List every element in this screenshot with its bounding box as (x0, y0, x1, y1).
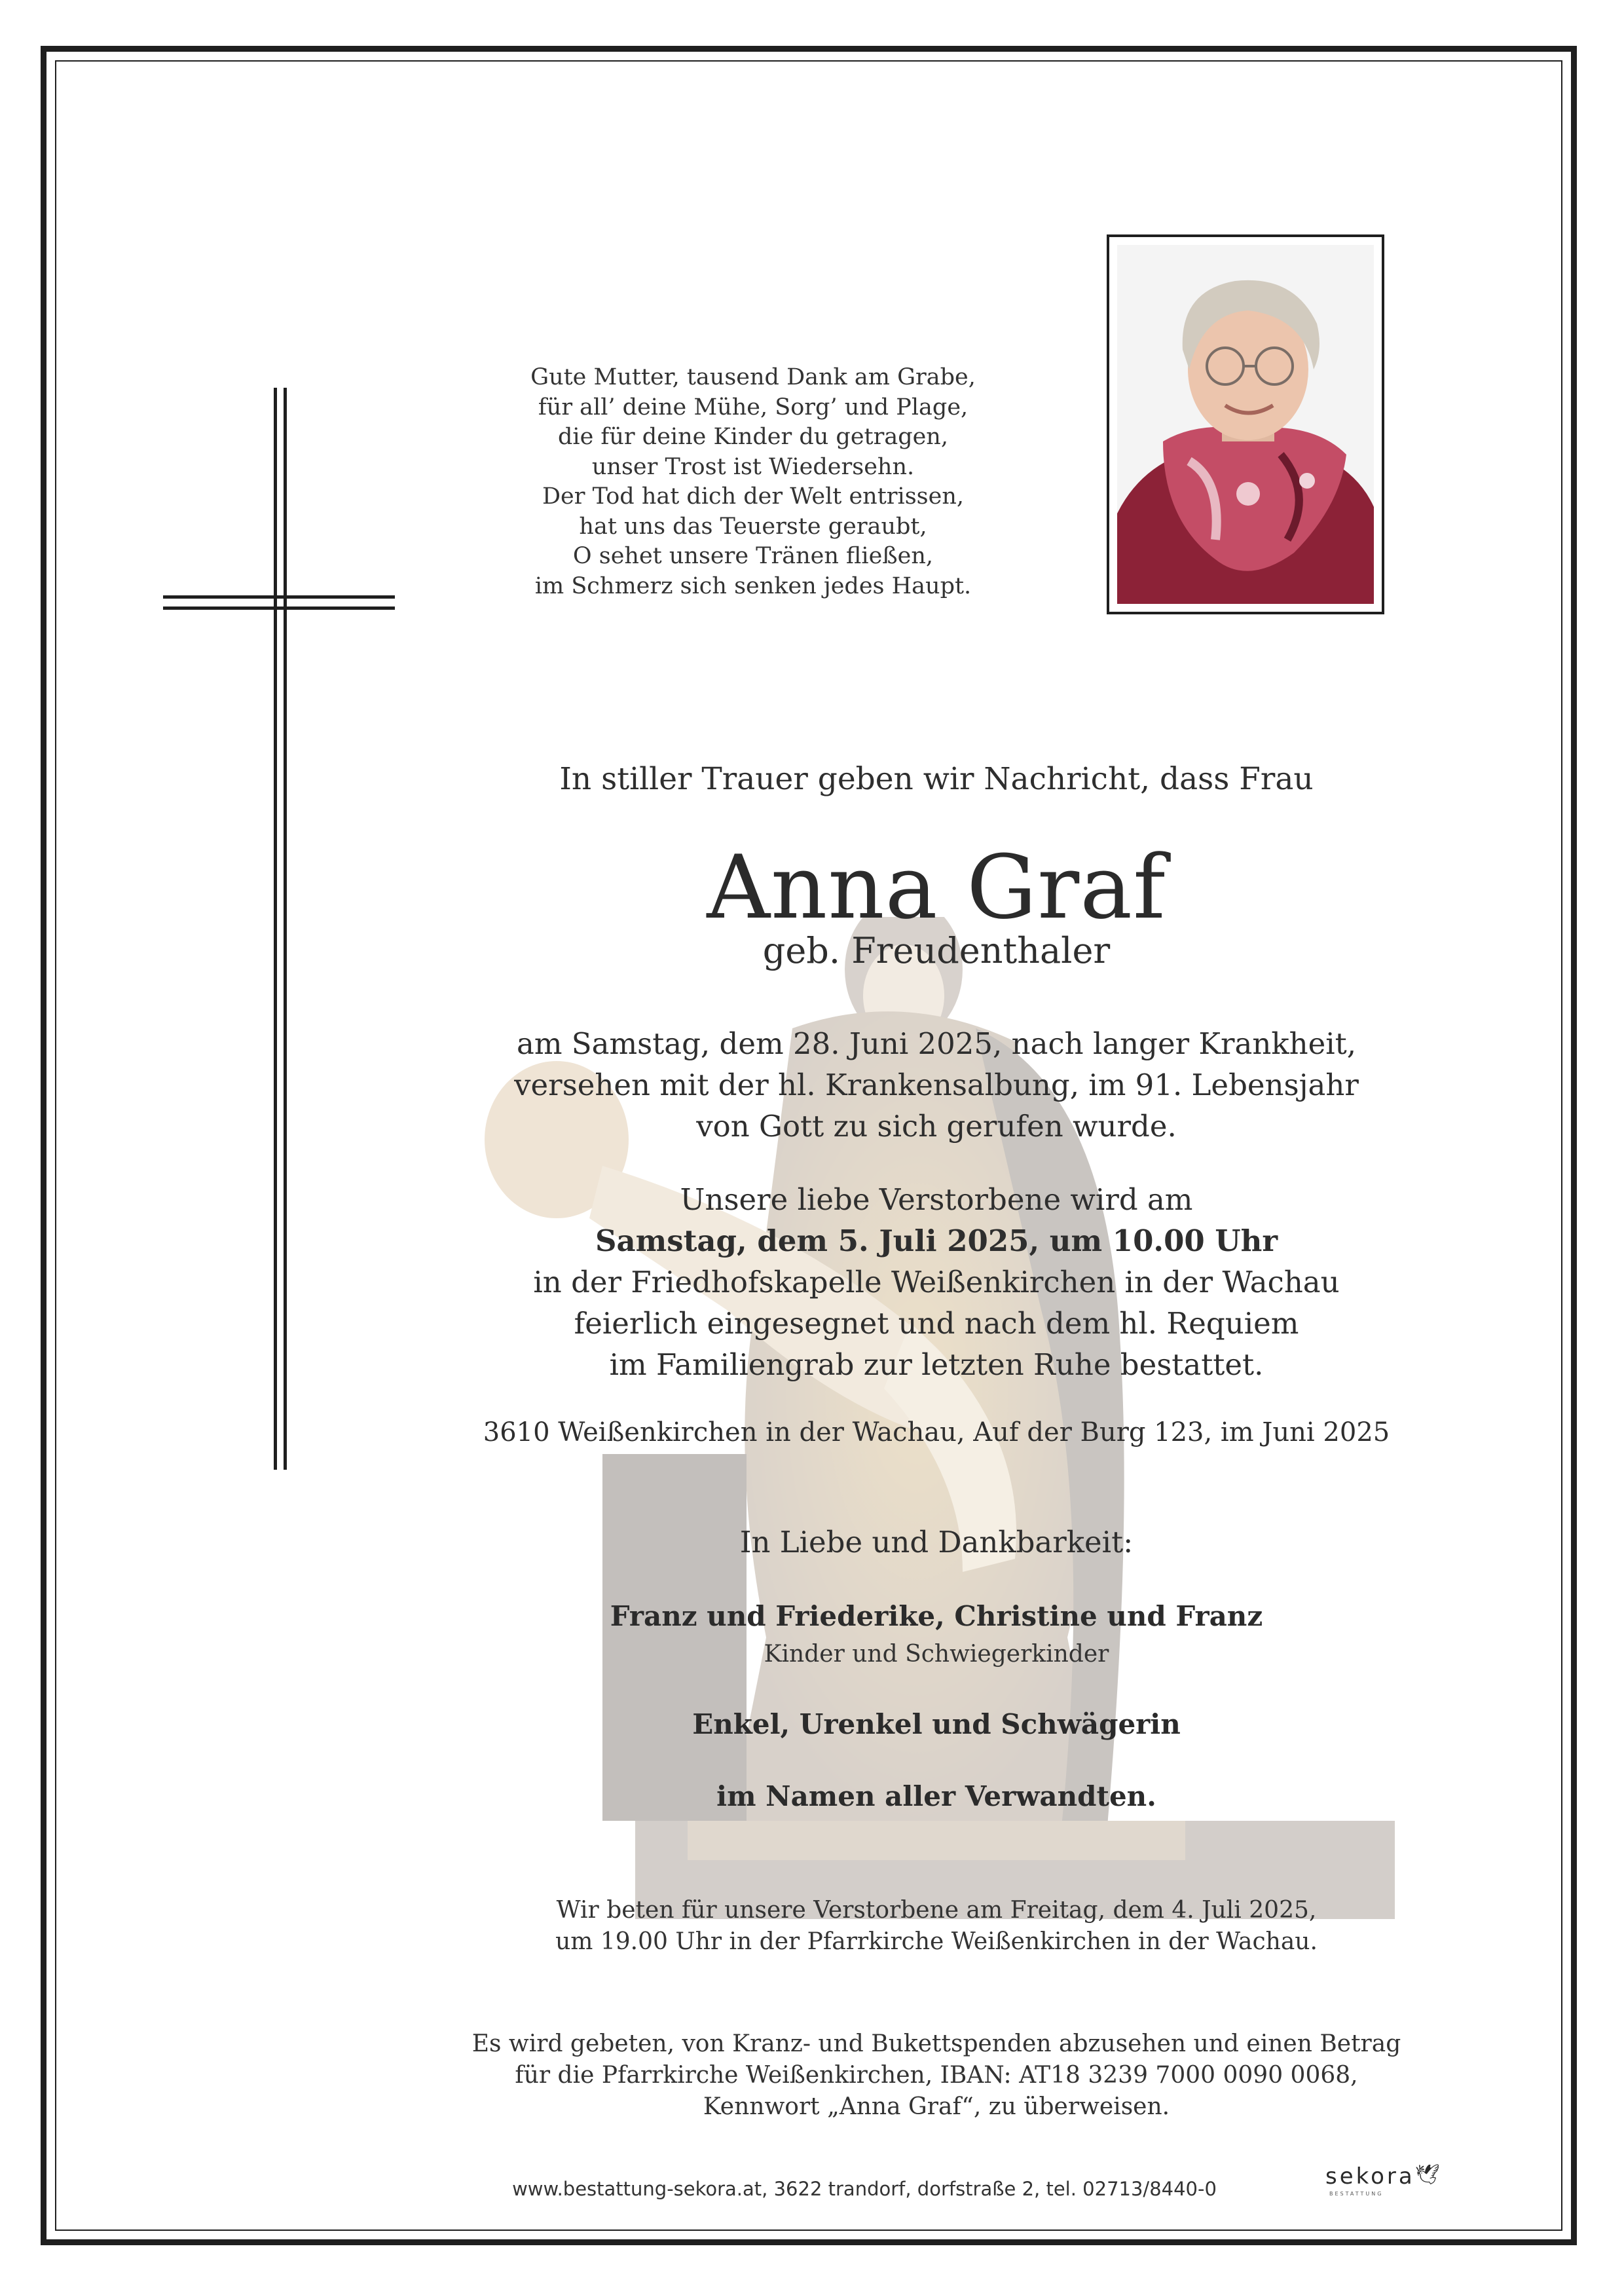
poem-line: im Schmerz sich senken jedes Haupt. (534, 572, 972, 599)
deceased-name: Anna Graf (707, 836, 1166, 939)
cross-horizontal-bar (163, 595, 395, 610)
poem-line: die für deine Kinder du getragen, (558, 424, 948, 450)
relatives: im Namen aller Verwandten. (716, 1780, 1156, 1812)
poem-line: für all’ deine Mühe, Sorg’ und Plage, (538, 394, 969, 420)
death-notice-line: versehen mit der hl. Krankensalbung, im 91. Lebensjahr (514, 1068, 1359, 1102)
death-notice-line: am Samstag, dem 28. Juni 2025, nach langer Krankheit, (516, 1026, 1357, 1061)
donation-line: Es wird gebeten, von Kranz- und Bukettspenden abzusehen und einen Betrag (471, 2030, 1401, 2057)
funeral-date: Samstag, dem 5. Juli 2025, um 10.00 Uhr (595, 1223, 1278, 1258)
children-names: Franz und Friederike, Christine und Franz (610, 1600, 1263, 1632)
footer-contact: www.bestattung-sekora.at, 3622 trandorf, dorfstraße 2, tel. 02713/8440-0 (512, 2178, 1217, 2200)
prayer-line: um 19.00 Uhr in der Pfarrkirche Weißenkirchen in der Wachau. (555, 1928, 1318, 1955)
funeral-line: feierlich eingesegnet und nach dem hl. Requiem (574, 1306, 1299, 1341)
grandchildren: Enkel, Urenkel und Schwägerin (692, 1708, 1181, 1740)
portrait-photo (1117, 245, 1374, 604)
place-and-date: 3610 Weißenkirchen in der Wachau, Auf der Burg 123, im Juni 2025 (483, 1417, 1390, 1447)
poem-line: Gute Mutter, tausend Dank am Grabe, (530, 364, 976, 390)
logo-subtitle: BESTATTUNG (1329, 2191, 1384, 2197)
death-notice-line: von Gott zu sich gerufen wurde. (696, 1109, 1177, 1144)
donation-line: Kennwort „Anna Graf“, zu überweisen. (703, 2093, 1170, 2120)
logo-text: sekora (1325, 2163, 1415, 2190)
poem-line: Der Tod hat dich der Welt entrissen, (542, 483, 965, 510)
donation-notice (419, 2028, 1454, 2123)
birth-name: geb. Freudenthaler (762, 930, 1111, 971)
donation-line: für die Pfarrkirche Weißenkirchen, IBAN: AT18 3239 7000 0090 0068, (515, 2062, 1358, 2089)
sekora-logo (1325, 2163, 1443, 2190)
children-label: Kinder und Schwiegerkinder (764, 1641, 1109, 1668)
announcement-intro: In stiller Trauer geben wir Nachricht, dass Frau (559, 761, 1314, 797)
bird-icon: 🕊 (1414, 2163, 1443, 2186)
prayer-line: Wir beten für unsere Verstorbene am Freitag, dem 4. Juli 2025, (556, 1897, 1317, 1924)
prayer-notice (419, 1895, 1454, 1958)
funeral-line: in der Friedhofskapelle Weißenkirchen in der Wachau (533, 1265, 1340, 1299)
death-notice (419, 1023, 1454, 1147)
poem-line: unser Trost ist Wiedersehn. (591, 453, 915, 480)
mourners-heading: In Liebe und Dankbarkeit: (739, 1525, 1134, 1559)
funeral-line: Unsere liebe Verstorbene wird am (680, 1182, 1193, 1217)
funeral-line: im Familiengrab zur letzten Ruhe bestattet. (609, 1347, 1264, 1382)
memorial-poem (485, 363, 1022, 601)
cross-vertical-bar (274, 388, 287, 1470)
poem-line: hat uns das Teuerste geraubt, (579, 513, 927, 540)
poem-line: O sehet unsere Tränen fließen, (572, 543, 934, 569)
funeral-info (419, 1179, 1454, 1385)
